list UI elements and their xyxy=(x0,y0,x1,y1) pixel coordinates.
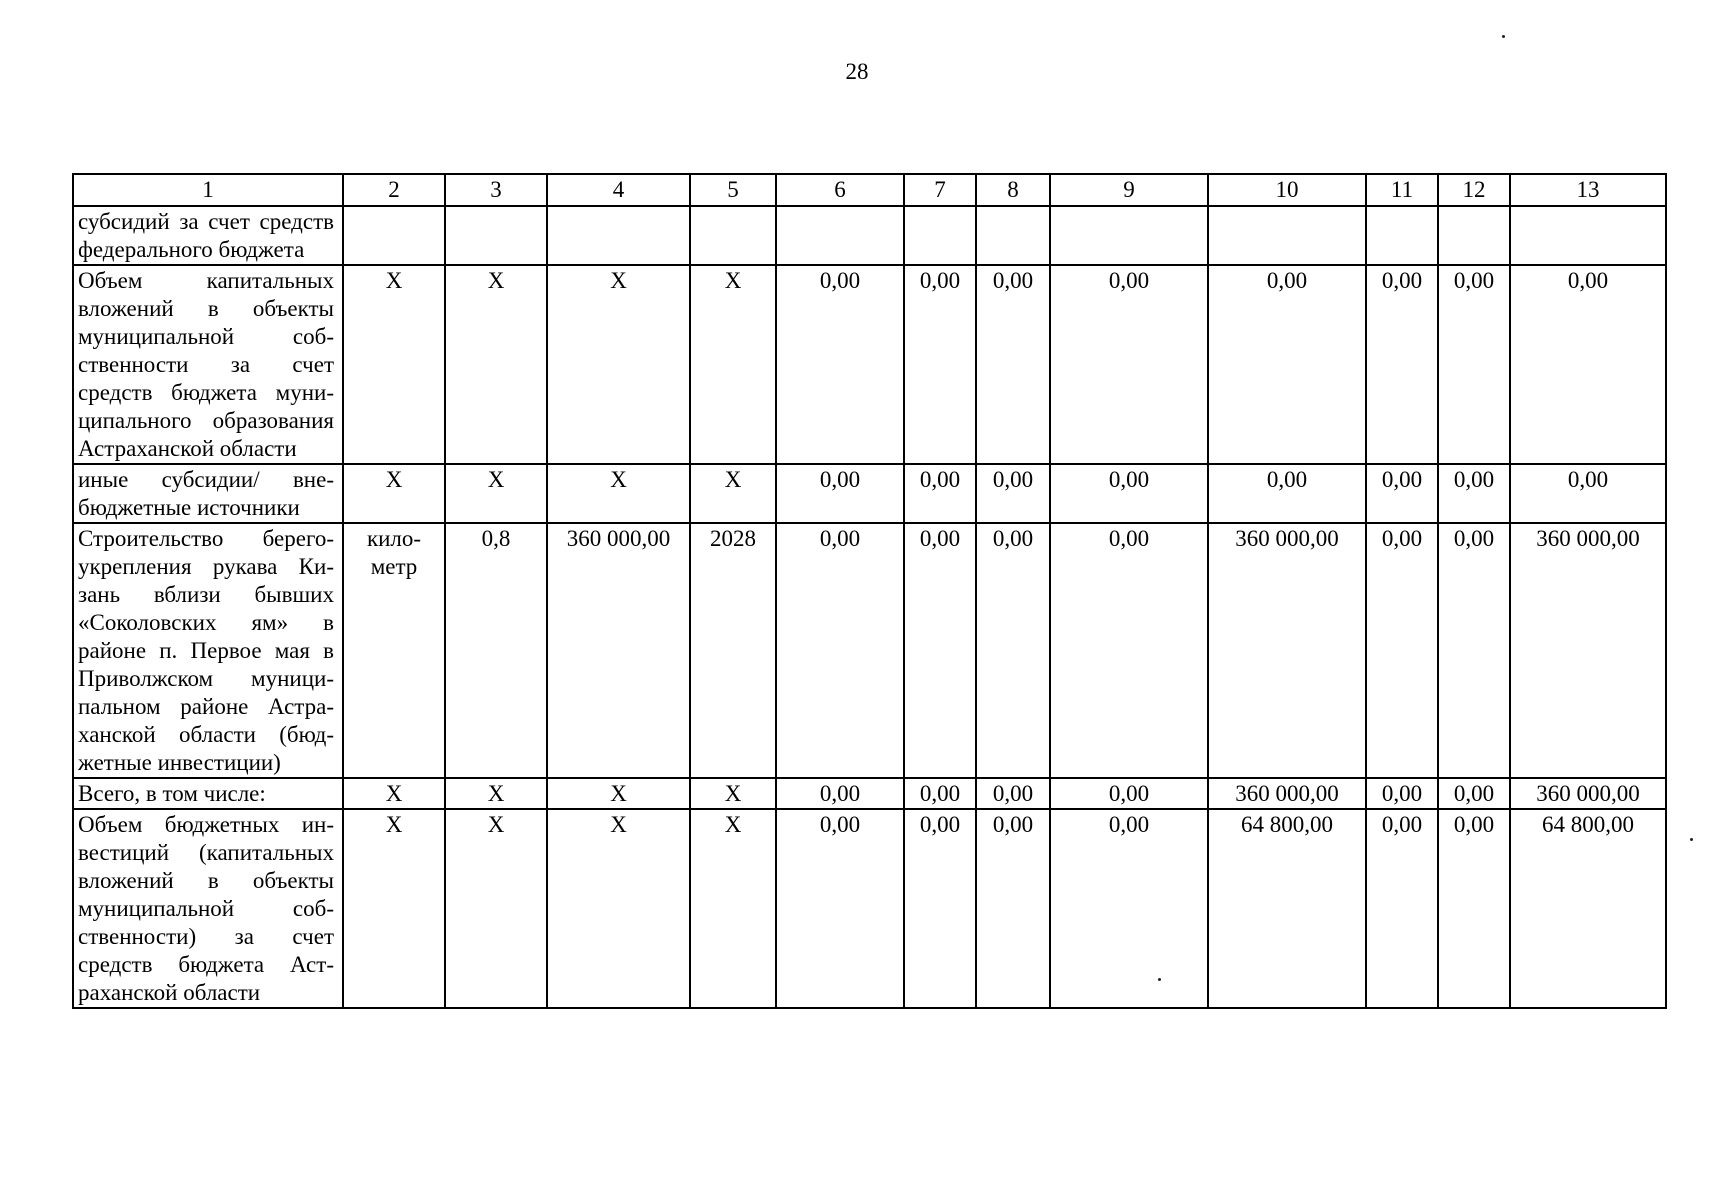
table-cell: X xyxy=(343,265,445,464)
column-header-7: 7 xyxy=(904,174,976,206)
table-cell xyxy=(904,206,976,265)
table-cell: 0,00 xyxy=(976,523,1050,778)
table-cell: 0,00 xyxy=(1366,464,1438,523)
row-label: субсидий за счет средств федерального бюджета xyxy=(73,206,343,265)
table-cell xyxy=(1438,206,1510,265)
table-cell: 0,00 xyxy=(976,464,1050,523)
table-cell: 0,00 xyxy=(1510,464,1666,523)
table-cell: 0,00 xyxy=(776,809,904,1008)
column-header-4: 4 xyxy=(547,174,690,206)
table-cell: X xyxy=(690,809,776,1008)
table-cell: 0,00 xyxy=(1050,265,1208,464)
table-cell: 0,8 xyxy=(445,523,547,778)
table-cell: X xyxy=(445,809,547,1008)
table-cell: 0,00 xyxy=(776,265,904,464)
table-cell: 0,00 xyxy=(1438,523,1510,778)
table-cell: 360 000,00 xyxy=(1208,523,1366,778)
scan-speck xyxy=(1502,35,1505,38)
table-cell: 0,00 xyxy=(1366,523,1438,778)
table-cell: 0,00 xyxy=(1438,265,1510,464)
row-label: Объем бюджетных инвестиций (капитальных вложений в объекты муниципальной собственности) за счет средств бюджета Астраханской области xyxy=(73,809,343,1008)
table-cell: 0,00 xyxy=(976,809,1050,1008)
table-cell: X xyxy=(547,778,690,809)
table-row xyxy=(73,464,1666,523)
table-row xyxy=(73,778,1666,809)
table-cell: 0,00 xyxy=(1050,523,1208,778)
table-cell: 0,00 xyxy=(776,464,904,523)
table-cell xyxy=(445,206,547,265)
table-cell: X xyxy=(547,464,690,523)
table-cell: 0,00 xyxy=(904,523,976,778)
table-cell xyxy=(776,206,904,265)
table-cell: 360 000,00 xyxy=(547,523,690,778)
page-number: 28 xyxy=(845,59,869,84)
table-cell: X xyxy=(343,464,445,523)
table-cell xyxy=(547,206,690,265)
table-cell: 0,00 xyxy=(1366,265,1438,464)
table-cell: X xyxy=(690,464,776,523)
table-cell: 0,00 xyxy=(776,778,904,809)
table-cell: 0,00 xyxy=(904,809,976,1008)
table-cell: X xyxy=(690,778,776,809)
table-cell: 0,00 xyxy=(1050,778,1208,809)
column-number-row xyxy=(73,174,1666,206)
table-cell xyxy=(1050,206,1208,265)
table-cell: X xyxy=(547,265,690,464)
table-cell: X xyxy=(343,778,445,809)
row-label: Строительство берегоукрепления рукава Кизань вблизи бывших «Соколовских ям» в районе п. Первое мая в Приволжском муниципальном районе Астраханской области (бюджетные инвестиции) xyxy=(73,523,343,778)
column-header-10: 10 xyxy=(1208,174,1366,206)
table-cell: X xyxy=(343,809,445,1008)
table-cell: 0,00 xyxy=(976,778,1050,809)
table-cell: 360 000,00 xyxy=(1510,778,1666,809)
column-header-6: 6 xyxy=(776,174,904,206)
column-header-1: 1 xyxy=(73,174,343,206)
column-header-11: 11 xyxy=(1366,174,1438,206)
table-cell: 0,00 xyxy=(1438,778,1510,809)
unit-cell: кило-метр xyxy=(343,523,445,778)
scan-speck xyxy=(1690,838,1693,841)
table-cell: 0,00 xyxy=(904,265,976,464)
table-cell: X xyxy=(445,778,547,809)
table-cell: 0,00 xyxy=(1366,809,1438,1008)
table-cell: 0,00 xyxy=(1050,809,1208,1008)
table-cell: 0,00 xyxy=(1438,809,1510,1008)
table-cell: 0,00 xyxy=(1366,778,1438,809)
table-cell: 360 000,00 xyxy=(1510,523,1666,778)
table-cell: 0,00 xyxy=(1208,265,1366,464)
table-row xyxy=(73,206,1666,265)
column-header-9: 9 xyxy=(1050,174,1208,206)
column-header-13: 13 xyxy=(1510,174,1666,206)
column-header-5: 5 xyxy=(690,174,776,206)
column-header-12: 12 xyxy=(1438,174,1510,206)
table-cell xyxy=(690,206,776,265)
table-cell: X xyxy=(547,809,690,1008)
table-cell: 360 000,00 xyxy=(1208,778,1366,809)
table-cell xyxy=(1366,206,1438,265)
column-header-3: 3 xyxy=(445,174,547,206)
table-cell xyxy=(1208,206,1366,265)
row-label: иные субсидии/ внебюджетные источники xyxy=(73,464,343,523)
scan-speck xyxy=(1158,978,1161,981)
table-cell xyxy=(976,206,1050,265)
column-header-2: 2 xyxy=(343,174,445,206)
table-cell xyxy=(343,206,445,265)
table-cell: 0,00 xyxy=(904,778,976,809)
budget-table xyxy=(72,173,1667,1009)
table-cell: 0,00 xyxy=(1438,464,1510,523)
table-cell: 64 800,00 xyxy=(1510,809,1666,1008)
table-cell: X xyxy=(690,265,776,464)
row-label: Всего, в том числе: xyxy=(73,778,343,809)
row-label: Объем капитальных вложений в объекты муниципальной собственности за счет средств бюджета муниципального образования Астраханской области xyxy=(73,265,343,464)
table-cell: 0,00 xyxy=(976,265,1050,464)
table-cell: X xyxy=(445,464,547,523)
table-cell: 0,00 xyxy=(1050,464,1208,523)
table-row xyxy=(73,809,1666,1008)
table-cell: 2028 xyxy=(690,523,776,778)
table-cell: 0,00 xyxy=(904,464,976,523)
table-cell xyxy=(1510,206,1666,265)
table-cell: X xyxy=(445,265,547,464)
table-cell: 0,00 xyxy=(1208,464,1366,523)
table-cell: 0,00 xyxy=(776,523,904,778)
table-row xyxy=(73,523,1666,778)
table-cell: 0,00 xyxy=(1510,265,1666,464)
table-row xyxy=(73,265,1666,464)
table-cell: 64 800,00 xyxy=(1208,809,1366,1008)
column-header-8: 8 xyxy=(976,174,1050,206)
